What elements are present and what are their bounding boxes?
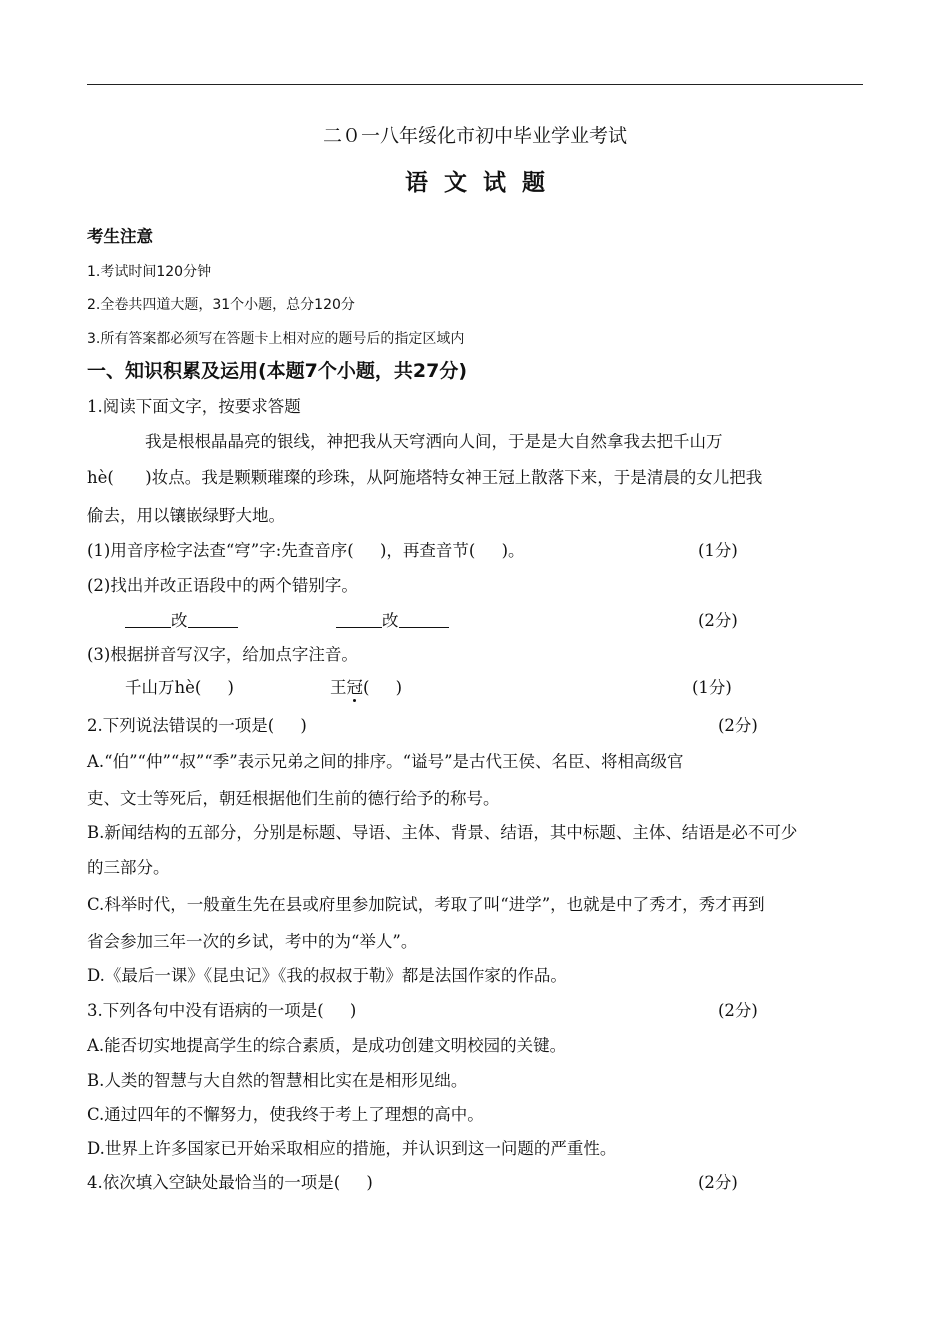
q1-stem: 1.阅读下面文字，按要求答题 [87,397,301,416]
q1-passage-line-2: hè( )妆点。我是颗颗璀璨的珍珠，从阿施塔特女神王冠上散落下来，于是清晨的女儿把我 [87,468,763,487]
notice-item-1: 1.考试时间120分钟 [87,264,212,280]
q2-option-d: D.《最后一课》《昆虫记》《我的叔叔于勒》都是法国作家的作品。 [87,966,567,985]
q2-option-c-line-2: 省会参加三年一次的乡试，考中的为“举人”。 [87,932,418,951]
q4-score: (2分) [698,1173,738,1192]
q1-sub3-score: (1分) [692,678,732,697]
q1-sub2-blank-1 [125,610,238,632]
correction-label: 改 [382,611,399,630]
answer-blank[interactable] [399,611,449,628]
q1-sub2-blank-2 [336,610,449,632]
dotted-character: 冠 [346,678,363,697]
q1-sub3: (3)根据拼音写汉字，给加点字注音。 [87,645,358,664]
q2-option-a-line-2: 吏、文士等死后，朝廷根据他们生前的德行给予的称号。 [87,789,500,808]
q3-option-b: B.人类的智慧与大自然的智慧相比实在是相形见绌。 [87,1071,468,1090]
q3-option-d: D.世界上许多国家已开始采取相应的措施，并认识到这一问题的严重性。 [87,1139,617,1158]
q2-option-a-line-1: A.“伯”“仲”“叔”“季”表示兄弟之间的排序。“谥号”是古代王侯、名臣、将相高级官 [87,752,684,771]
q3-option-c: C.通过四年的不懈努力，使我终于考上了理想的高中。 [87,1105,484,1124]
top-rule [87,84,863,85]
q1-passage-line-1: 我是根根晶晶亮的银线，神把我从天穹洒向人间，于是是大自然拿我去把千山万 [145,432,723,451]
notice-item-3: 3.所有答案都必须写在答题卡上相对应的题号后的指定区域内 [87,331,465,347]
notice-title: 考生注意 [87,227,153,246]
sub3-b-prefix: 王 [330,678,347,697]
q1-sub3-item-a: 千山万hè( ) [125,678,234,697]
q1-sub1: (1)用音序检字法查“穹”字:先查音序( )，再查音节( )。 [87,541,525,560]
q3-score: (2分) [718,1001,758,1020]
answer-blank[interactable] [336,611,382,628]
q1-sub3-item-b [330,677,402,699]
q2-stem: 2.下列说法错误的一项是( ) [87,716,307,735]
answer-blank[interactable] [125,611,171,628]
exam-title: 二０一八年绥化市初中毕业学业考试 [322,125,627,147]
answer-blank[interactable] [188,611,238,628]
sub3-b-blank: ( ) [363,678,403,697]
q2-score: (2分) [718,716,758,735]
q2-option-c-line-1: C.科举时代，一般童生先在县或府里参加院试，考取了叫“进学”，也就是中了秀才，秀才再到 [87,895,765,914]
subject-title: 语 文 试 题 [404,169,546,196]
q3-stem: 3.下列各句中没有语病的一项是( ) [87,1001,357,1020]
q4-stem: 4.依次填入空缺处最恰当的一项是( ) [87,1173,373,1192]
q2-option-b-line-1: B.新闻结构的五部分，分别是标题、导语、主体、背景、结语，其中标题、主体、结语是必不可少 [87,823,798,842]
q1-sub2: (2)找出并改正语段中的两个错别字。 [87,576,358,595]
q1-sub1-score: (1分) [698,541,738,560]
correction-label: 改 [171,611,188,630]
q3-option-a: A.能否切实地提高学生的综合素质，是成功创建文明校园的关键。 [87,1036,567,1055]
q2-option-b-line-2: 的三部分。 [87,858,170,877]
section-1-title: 一、知识积累及运用(本题7个小题，共27分) [87,360,468,382]
q1-passage-line-3: 偷去，用以镶嵌绿野大地。 [87,506,285,525]
notice-item-2: 2.全卷共四道大题，31个小题，总分120分 [87,297,355,313]
q1-sub2-score: (2分) [698,611,738,630]
